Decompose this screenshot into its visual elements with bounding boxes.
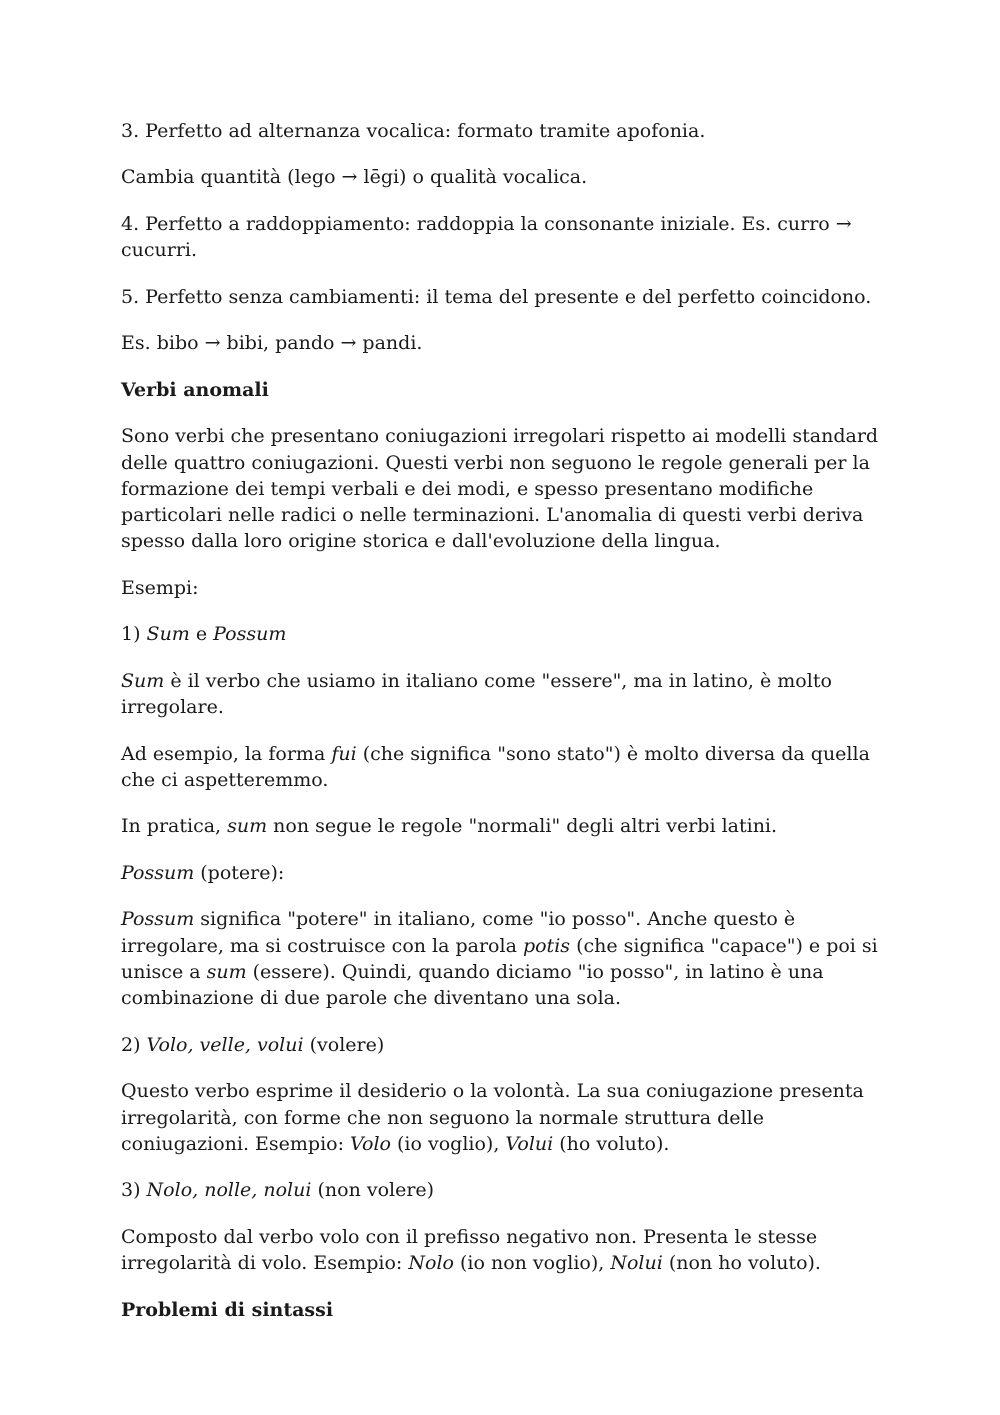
paragraph — [121, 668, 891, 721]
text-run: 4. Perfetto a raddoppiamento: raddoppia la consonante iniziale. Es. curro → cucurri. — [121, 212, 852, 262]
text-run: Ad esempio, la forma — [121, 742, 332, 765]
text-run: 3) — [121, 1179, 147, 1202]
text-run: 2) — [121, 1033, 147, 1056]
paragraph — [121, 1224, 891, 1277]
text-run: (essere). Quindi, quando diciamo "io posso", in latino è una combinazione di due parole che diventano una sola. — [121, 960, 824, 1010]
italic-term: potis — [522, 934, 571, 957]
paragraph — [121, 1177, 891, 1203]
section-heading — [121, 1297, 891, 1323]
text-run: è il verbo che usiamo in italiano come "essere", ma in latino, è molto irregolare. — [121, 669, 832, 719]
text-run: non segue le regole "normali" degli altri verbi latini. — [267, 815, 778, 838]
italic-term: Possum — [213, 623, 287, 646]
text-run: Questo verbo esprime il desiderio o la volontà. La sua coniugazione presenta irregolarità, con forme che non seguono la normale struttura delle coniugazioni. Esempio: — [121, 1080, 864, 1155]
text-run: (non ho voluto). — [662, 1252, 821, 1275]
paragraph — [121, 1078, 891, 1157]
italic-term: Nolui — [610, 1252, 663, 1275]
text-run: (potere): — [194, 861, 285, 884]
italic-term: sum — [206, 960, 247, 983]
text-run: (io non voglio), — [453, 1252, 611, 1275]
paragraph — [121, 211, 891, 264]
italic-term: Possum — [121, 861, 195, 884]
paragraph — [121, 118, 891, 144]
text-run: (ho voluto). — [553, 1132, 670, 1155]
paragraph — [121, 741, 891, 794]
italic-term: Sum — [146, 623, 190, 646]
text-run: significa "potere" in italiano, come "io posso". Anche questo è irregolare, ma si costruisce con la parola — [121, 908, 796, 957]
text-run: Esempi: — [121, 576, 199, 599]
text-run: (che significa "capace") e poi si unisce a — [121, 934, 878, 983]
italic-term: Nolo, nolle, nolui — [146, 1179, 312, 1202]
italic-term: Volui — [505, 1132, 554, 1155]
paragraph — [121, 1032, 891, 1058]
paragraph — [121, 164, 891, 190]
text-run: e — [189, 623, 214, 646]
text-run: Cambia quantità (lego → lēgi) o qualità vocalica. — [121, 166, 588, 189]
paragraph — [121, 621, 891, 647]
paragraph — [121, 284, 891, 310]
italic-term: fui — [331, 742, 357, 765]
italic-term: Nolo — [408, 1252, 454, 1275]
paragraph — [121, 330, 891, 356]
text-run: Verbi anomali — [121, 378, 269, 401]
paragraph — [121, 813, 891, 839]
section-heading — [121, 377, 891, 403]
text-run: (io voglio), — [390, 1132, 506, 1155]
text-run: 5. Perfetto senza cambiamenti: il tema del presente e del perfetto coincidono. — [121, 285, 872, 308]
text-run: Es. bibo → bibi, pando → pandi. — [121, 332, 423, 355]
italic-term: Sum — [121, 669, 165, 692]
paragraph — [121, 575, 891, 601]
paragraph — [121, 423, 891, 554]
text-run: (volere) — [303, 1033, 385, 1056]
italic-term: Volo, velle, volui — [146, 1033, 304, 1056]
paragraph — [121, 906, 891, 1011]
italic-term: Possum — [121, 908, 195, 931]
document-body — [121, 118, 891, 1343]
paragraph — [121, 860, 891, 886]
text-run: Problemi di sintassi — [121, 1298, 334, 1321]
italic-term: sum — [227, 815, 268, 838]
text-run: Sono verbi che presentano coniugazioni irregolari rispetto ai modelli standard delle quattro coniugazioni. Questi verbi non seguono le regole generali per la formazione dei tempi verbali e dei modi, e spesso presentano modifiche particolari nelle radici o nelle terminazioni. L'anomalia di questi verbi deriva spesso dalla loro origine storica e dall'evoluzione della lingua. — [121, 425, 879, 553]
text-run: In pratica, — [121, 815, 228, 838]
text-run: (non volere) — [311, 1179, 435, 1202]
text-run: Composto dal verbo volo con il prefisso negativo non. Presenta le stesse irregolarità di volo. Esempio: — [121, 1225, 818, 1275]
text-run: (che significa "sono stato") è molto diversa da quella che ci aspetteremmo. — [121, 742, 870, 791]
italic-term: Volo — [350, 1132, 391, 1155]
text-run: 3. Perfetto ad alternanza vocalica: formato tramite apofonia. — [121, 120, 706, 142]
text-run: 1) — [121, 623, 147, 646]
